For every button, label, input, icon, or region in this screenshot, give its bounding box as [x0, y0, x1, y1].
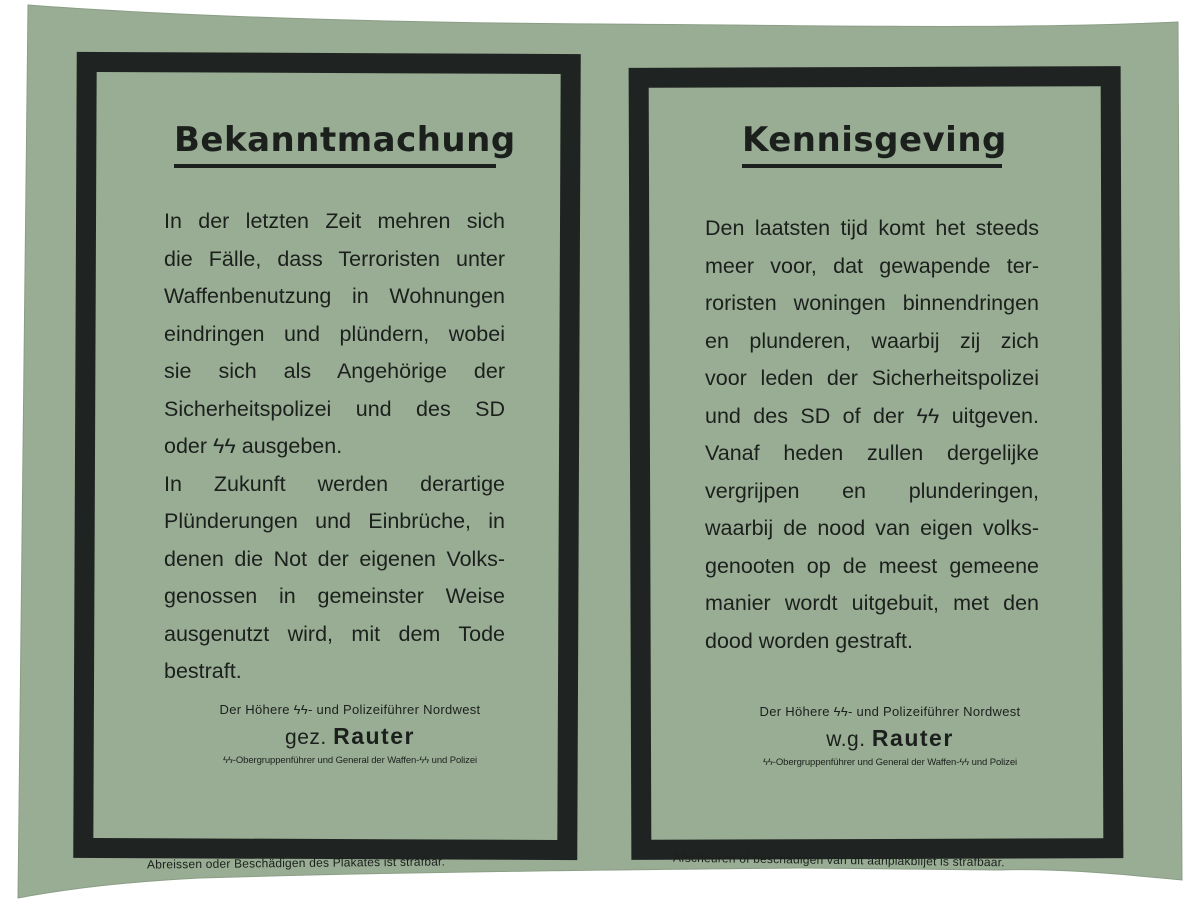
- signature-office: Der Höhere ϟϟ- und Polizeiführer Nordwest: [759, 704, 1021, 719]
- dutch-title-text: Kennisgeving: [742, 120, 1007, 160]
- text-line: denen die Not der eigenen Volks-: [164, 546, 505, 571]
- text-line: manier wordt uitgebuit, met den: [705, 591, 1039, 615]
- signature-rank: ϟϟ-Obergruppenführer und General der Waffen-ϟϟ und Polizei: [762, 757, 1018, 768]
- signature-surname: Rauter: [871, 725, 954, 751]
- text-line: Plünderungen und Einbrüche, in: [164, 509, 505, 533]
- text-line: genooten op de meest gemeene: [705, 553, 1039, 578]
- text-line: sie sich als Angehörige der: [164, 359, 505, 383]
- signature-rank: ϟϟ-Obergruppenführer und General der Waffen-ϟϟ und Polizei: [222, 755, 478, 766]
- text-line: dood worden gestraft.: [705, 628, 913, 653]
- title-underline: [174, 164, 496, 168]
- signature-office: Der Höhere ϟϟ- und Polizeiführer Nordwest: [219, 702, 481, 717]
- german-title: [174, 120, 516, 168]
- signature-prefix: w.g.: [826, 728, 866, 751]
- text-line: Vanaf heden zullen dergelijke: [705, 441, 1039, 465]
- german-body: [164, 203, 505, 691]
- text-line: In Zukunft werden derartige: [164, 471, 505, 496]
- text-line: meer voor, dat gewapende ter-: [705, 253, 1039, 278]
- signature-name: [180, 723, 520, 750]
- text-line: vergrijpen en plunderingen,: [705, 478, 1039, 503]
- text-line: In der letzten Zeit mehren sich: [164, 209, 505, 233]
- text-line: oder ϟϟ ausgeben.: [164, 434, 343, 458]
- text-line: bestraft.: [164, 659, 242, 683]
- dutch-signature-block: [720, 704, 1060, 768]
- dutch-body: [705, 210, 1039, 660]
- german-signature-block: [180, 702, 520, 766]
- text-line: en plunderen, waarbij zij zich: [705, 328, 1039, 353]
- signature-prefix: gez.: [285, 726, 327, 749]
- text-line: die Fälle, dass Terroristen unter: [164, 246, 505, 271]
- text-line: ausgenutzt wird, mit dem Tode: [164, 621, 505, 646]
- title-underline: [742, 164, 1002, 168]
- text-line: eindringen und plündern, wobei: [164, 321, 505, 346]
- signature-surname: Rauter: [333, 723, 415, 749]
- text-line: genossen in gemeinster Weise: [164, 584, 505, 608]
- german-title-text: Bekanntmachung: [174, 120, 516, 160]
- dutch-title: [742, 120, 1007, 168]
- dutch-footer-notice: Afscheuren of beschadigen van dit aanplakbiljet is strafbaar.: [672, 850, 1005, 870]
- text-line: und des SD of der ϟϟ uitgeven.: [705, 403, 1039, 428]
- german-footer-notice: Abreissen oder Beschädigen des Plakates ist strafbar.: [146, 854, 446, 872]
- text-line: Sicherheitspolizei und des SD: [164, 396, 505, 421]
- signature-name: [720, 725, 1060, 752]
- text-line: voor leden der Sicherheitspolizei: [705, 366, 1039, 390]
- text-line: waarbij de nood van eigen volks-: [705, 516, 1039, 540]
- text-line: roristen woningen binnendringen: [705, 291, 1039, 315]
- text-line: Den laatsten tijd komt het steeds: [705, 216, 1039, 240]
- text-line: Waffenbenutzung in Wohnungen: [164, 284, 505, 308]
